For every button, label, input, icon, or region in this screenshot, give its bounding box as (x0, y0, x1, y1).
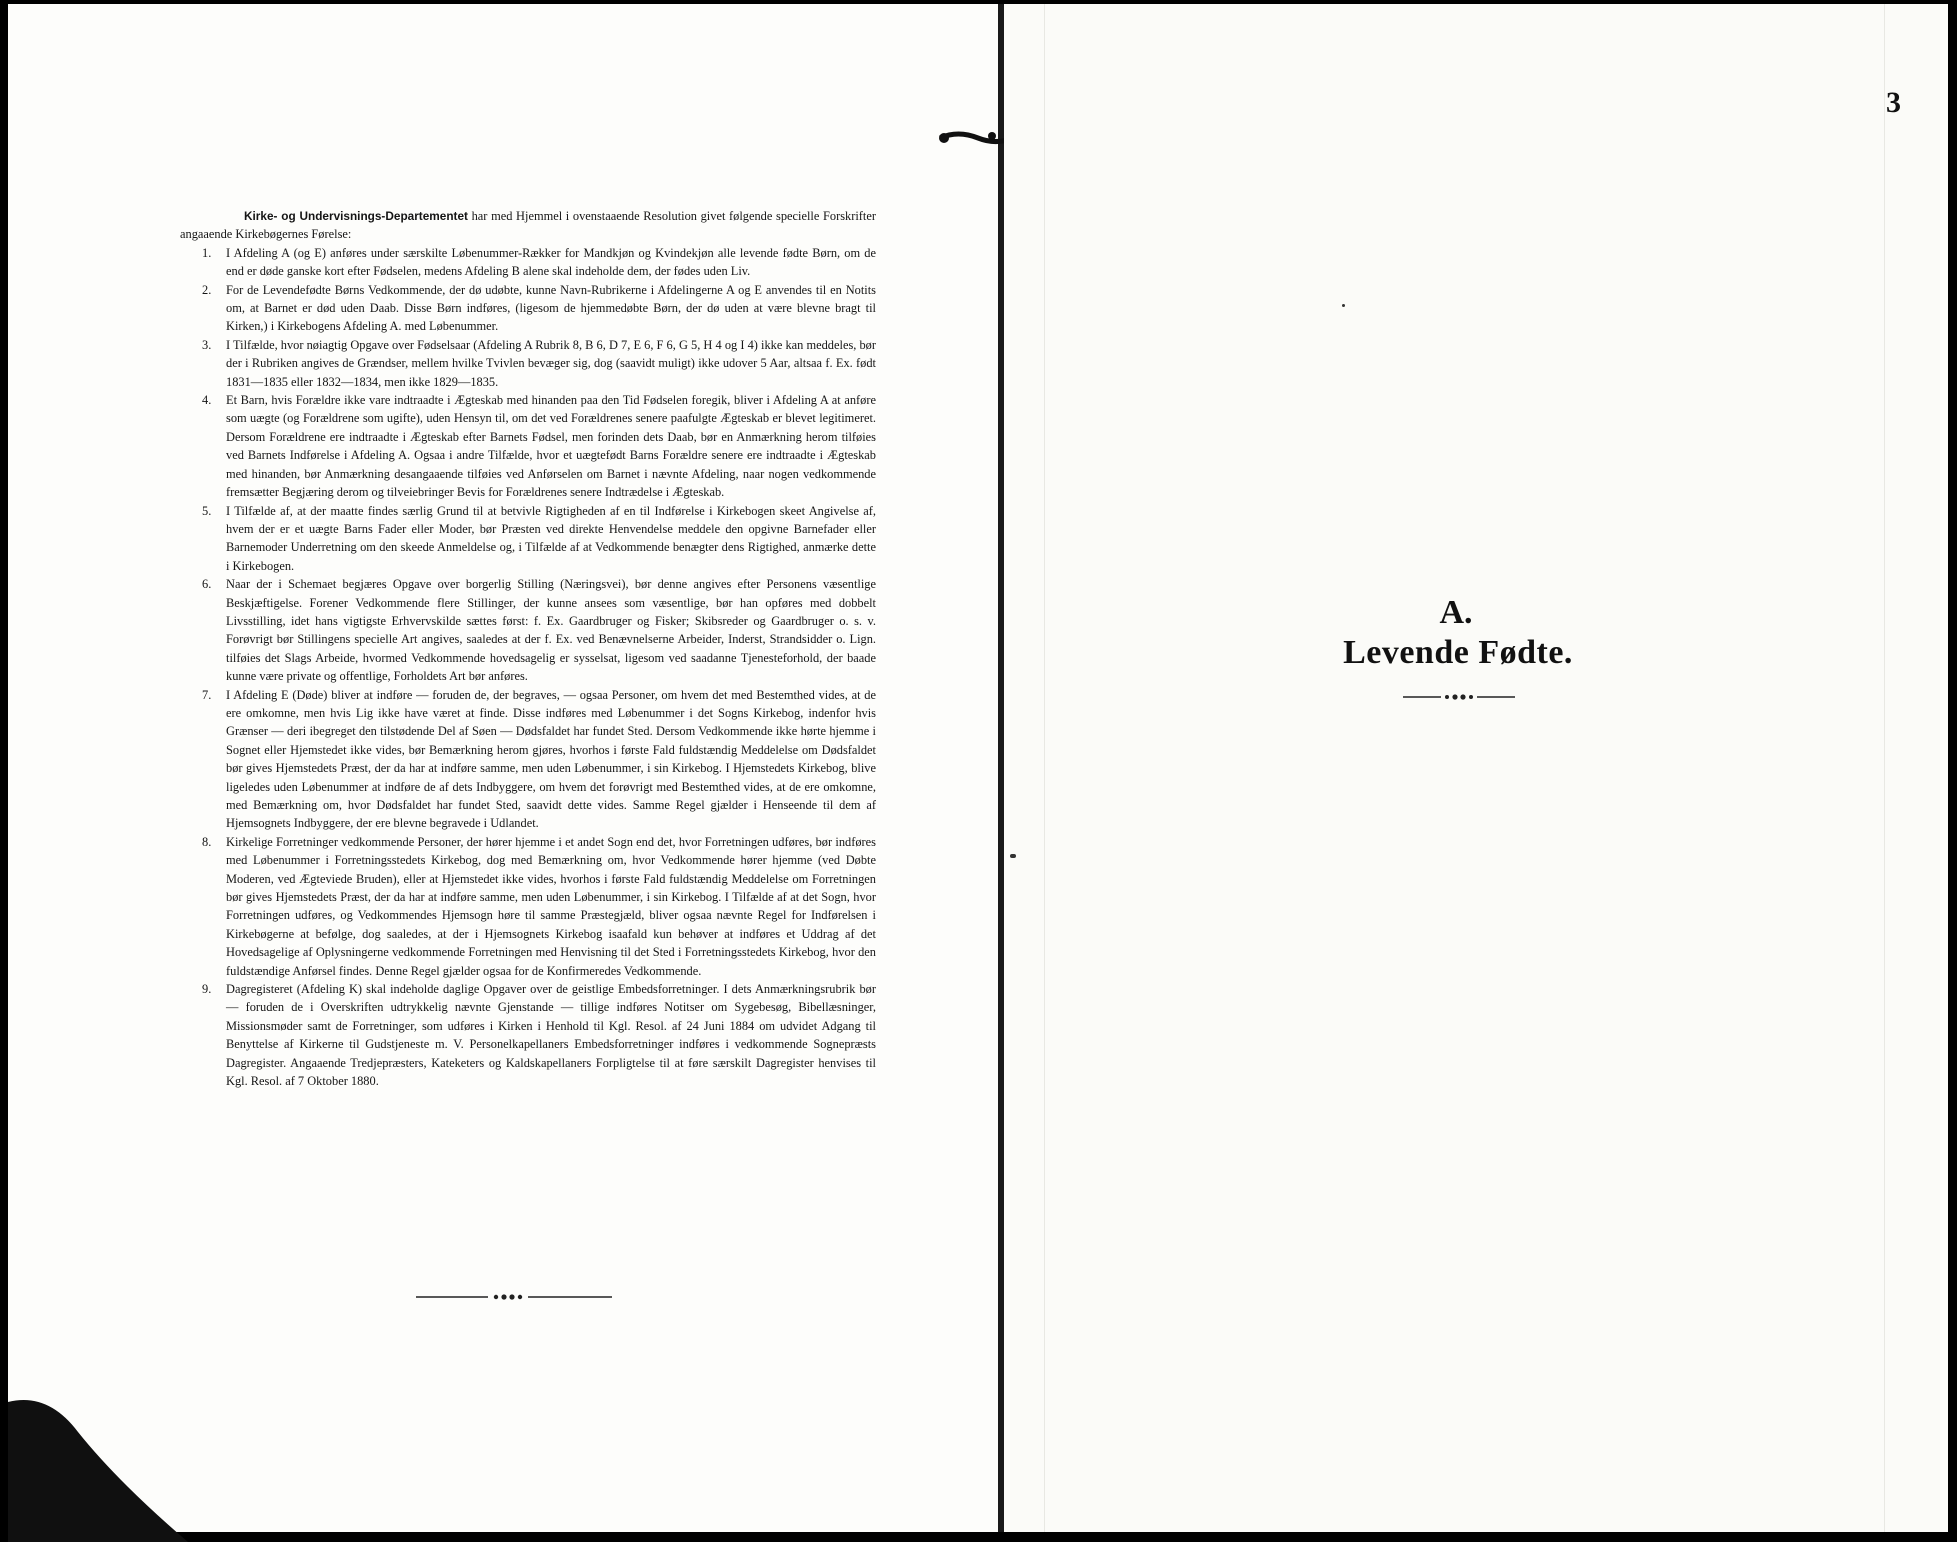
rule-item (180, 281, 876, 336)
rule-text: I Tilfælde af, at der maatte findes særlig Grund til at betvivle Rigtigheden af en til Indførelse i Kirkebogen skeet Angivelse af, hvem der er et uægte Barns Fader eller Moder, bør Præsten ved direkte Henvendelse meddele den opgivne Barnefader eller Barnemoder Underretning om den skeede Anmeldelse og, i Tilfælde af at Vedkommende benægter dens Rigtighed, anmærke dette i Kirkebogen. (226, 503, 876, 573)
rule-number: 3. (202, 337, 212, 352)
rule-item (180, 833, 876, 980)
ink-speck (1342, 304, 1345, 307)
rule-item (180, 980, 876, 1090)
corner-shadow (8, 1392, 188, 1542)
section-title: Levende Fødte. (1343, 634, 1573, 671)
rule-item (180, 336, 876, 391)
rule-number: 2. (202, 282, 212, 297)
rule-number: 4. (202, 393, 212, 408)
rule-text: I Afdeling A (og E) anføres under særskilte Løbenummer-Rækker for Mandkjøn og Kvindekjøn alle levende fødte Børn, om de end er døde ganske kort efter Fødselen, medens Afdeling B alene skal indeholde dem, der fødes uden Liv. (226, 245, 876, 279)
rule-text: For de Levendefødte Børns Vedkommende, der dø udøbte, kunne Navn-Rubrikerne i Afdelingerne A og E anvendes til en Notits om, at Barnet er død uden Daab. Disse Børn indføres, (ligesom de hjemmedøbte Børn, der dø uden at være blevne bragt til Kirken,) i Kirkebogens Afdeling A. med Løbenummer. (226, 282, 876, 334)
rule-text: Et Barn, hvis Forældre ikke vare indtraadte i Ægteskab med hinanden paa den Tid Fødselen foregik, bliver i Afdeling A at anføre som uægte (og Forældrene som ugifte), uden Hensyn til, om det ved Forældrenes senere paafulgte Ægteskab er blevet legitimeret. Dersom Forældrene ere indtraadte i Ægteskab efter Barnets Fødsel, men forinden dets Daab, bør en Anmærkning herom tilføies ved Barnets Indførelse i Afdeling A. Ogsaa i andre Tilfælde, hvor et uægtefødt Barns Forældre senere ere indtraadte i Ægteskab med hinanden, bør Anmærkning desangaaende tilføies ved Anførselen om Barnet i nævnte Afdeling, naar nogen vedkommende fremsætter Begjæring derom og tilveiebringer Bevis for Forældrenes senere Indtrædelse i Ægteskab. (226, 393, 876, 500)
rule-text: I Tilfælde, hvor nøiagtig Opgave over Fødselsaar (Afdeling A Rubrik 8, B 6, D 7, E 6, F 6, G 5, H 4 og I 4) ikke kan meddeles, bør der i Rubriken angives de Grændser, mellem hvilke Tvivlen bevæger sig, dog (saavidt muligt) ikke udover 5 Aar, altsaa f. Ex. født 1831—1835 eller 1832—1834, men ikke 1829—1835. (226, 337, 876, 389)
rules-list (180, 244, 876, 1091)
rule-item (180, 502, 876, 576)
rule-number: 6. (202, 577, 212, 592)
regulations-text (180, 207, 876, 1091)
page-number: 3 (1886, 86, 1901, 119)
rule-text: Kirkelige Forretninger vedkommende Personer, der hører hjemme i et andet Sogn end det, hvor Forretningen udføres, bør indføres med Løbenummer i Forretningsstedets Kirkebog, dog med Bemærkning om, hvor Vedkommende hører hjemme (ved Døbte Moderen, ved Ægteviede Bruden), eller at Hjemstedet ikke vides, hvorhos i første Fald fuldstændig Meddelelse om Forretningen bør gives Hjemstedets Præst, der da har at indføre samme, men uden Løbenummer, i sin Kirkebog. I Tilfælde af at det Sogn, hvor Forretningen udføres, og Vedkommendes Hjemsogn høre til samme Præstegjæld, bliver ogsaa nævnte Regel for Indførelsen i Kirkebøgerne at befølge, dog saaledes, at der i Hjemsognets Kirkebog isaafald kun behøver at indføres et Uddrag af det Hovedsagelige af Oplysningerne vedkommende Forretningen med Henvisning til det Sted i Forretningsstedets Kirkebog, hvor den fuldstændige Anførsel findes. Denne Regel gjælder ogsaa for de Konfirmeredes Vedkommende. (226, 834, 876, 978)
title-ornament (1403, 692, 1515, 702)
rule-text: I Afdeling E (Døde) bliver at indføre — foruden de, der begraves, — ogsaa Personer, om hvem det med Bestemthed vides, at de ere omkomne, men hvis Lig ikke have været at finde. Disse indføres med Løbenummer i det Sogns Kirkebog, indenfor hvis Grænser — deri ibegreget den tilstødende Del af Søen — Dødsfaldet har fundet Sted. Dersom Vedkommende ikke hørte hjemme i Sognet eller Hjemstedet ikke vides, bør Bemærkning herom gjøres, hvorhos i første Fald fuldstændig Meddelelse om Dødsfaldet bør gives Hjemstedets Præst, der da har at indføre samme, men uden Løbenummer, i sin Kirkebog. I Hjemstedets Kirkebog, blive ligeledes uden Løbenummer at indføre de af dets Indbyggere, om hvem det forøvrigt med Bestemthed vides, at de ere omkomne, med Bemærkning om, hvor Dødsfaldet har fundet Sted, saavidt dette vides. Samme Regel gjælder i Henseende til dem af Hjemsognets Indbyggere, der ere blevne begravede i Udlandet. (226, 687, 876, 831)
department-name: Kirke- og Undervisnings-Departementet (244, 209, 468, 223)
section-letter: A. (1439, 594, 1473, 631)
rule-text: Dagregisteret (Afdeling K) skal indeholde daglige Opgaver over de geistlige Embedsforretninger. I dets Anmærkningsrubrik bør — foruden de i Overskriften udtrykkelig nævnte Gjenstande — tillige indføres Notitser om Sygebesøg, Bibellæsninger, Missionsmøder samt de Forretninger, som udføres i Kirken i Henhold til Kgl. Resol. af 24 Juni 1884 om udvidet Adgang til Benyttelse af Kirkerne til Gudstjeneste m. V. Personelkapellaners Embedsforretninger indføres i vedkommende Sognepræsts Dagregister. Angaaende Tredjepræsters, Kateketers og Kaldskapellaners Forpligtelse til at føre særskilt Dagregister henvises til Kgl. Resol. af 7 Oktober 1880. (226, 982, 876, 1089)
rule-item (180, 575, 876, 685)
intro-text: har med Hjemmel i ovenstaaende Resolution givet følgende specielle Forskrifter angaaende Kirkebøgernes Førelse: (180, 209, 876, 242)
ruling-line (1884, 4, 1885, 1532)
intro-paragraph (180, 207, 876, 244)
rule-text: Naar der i Schemaet begjæres Opgave over borgerlig Stilling (Næringsvei), bør denne angives efter Personens væsentlige Beskjæftigelse. Forener Vedkommende flere Stillinger, der kunne ansees som væsentlige, bør han opføres med dobbelt Livsstilling, idet hans vigtigste Erhvervskilde sættes først: f. Ex. Gaardbruger og Fisker; Skibsreder og Gaardbruger o. s. v. Forøvrigt bør Stillingens specielle Art angives, saaledes at der f. Ex. ved Benævnelserne Arbeider, Inderst, Strandsidder o. Lign. tilføies det Slags Arbeide, hvormed Vedkommende hovedsagelig er sysselsat, ligesom ved saadanne Tjenesteforhold, der baade kunne være private og offentlige, Forholdets Art bør anføres. (226, 577, 876, 684)
rule-item (180, 244, 876, 281)
end-ornament (416, 1293, 612, 1301)
rule-item (180, 686, 876, 833)
rule-item (180, 391, 876, 501)
left-page (8, 4, 998, 1532)
ink-speck (1010, 854, 1016, 858)
ruling-line (1044, 4, 1045, 1532)
rule-number: 5. (202, 503, 212, 518)
rule-number: 8. (202, 834, 212, 849)
rule-number: 1. (202, 245, 212, 260)
rule-number: 9. (202, 982, 212, 997)
rule-number: 7. (202, 687, 212, 702)
book-spread (8, 4, 1948, 1532)
right-page (1004, 4, 1948, 1532)
